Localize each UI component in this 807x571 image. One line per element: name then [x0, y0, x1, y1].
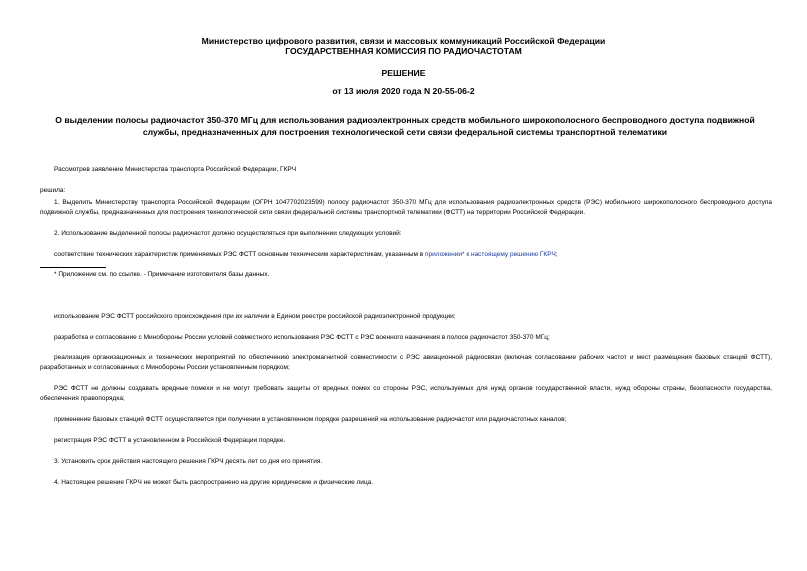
condition-registry-paragraph: использование РЭС ФСТТ российского происхождения при их наличии в Едином реестре российской радиоэлектронной продукции;	[54, 313, 456, 320]
condition-permits-paragraph: применение базовых станций ФСТТ осуществляется при получении в установленном порядке разрешений на использование радиочастот или радиочастотных каналов;	[54, 416, 567, 423]
considering-paragraph: Рассмотрев заявление Министерства транспорта Российской Федерации, ГКРЧ	[54, 166, 297, 173]
condition-mod-agreement-paragraph: разработка и согласование с Минобороны России условий совместного использования РЭС ФСТТ с РЭС военного назначения в полосе радиочастот 350-370 МГц;	[54, 334, 550, 341]
appendix-link[interactable]: приложении* к настоящему решению ГКРЧ	[425, 251, 556, 258]
commission-name: ГОСУДАРСТВЕННАЯ КОМИССИЯ ПО РАДИОЧАСТОТАМ	[285, 46, 522, 56]
item-4-paragraph: 4. Настоящее решение ГКРЧ не может быть распространено на другие юридические и физические лица.	[54, 479, 374, 486]
condition-technical-suffix: ;	[555, 251, 558, 258]
item-1-paragraph: 1. Выделить Министерству транспорта Российской Федерации (ОГРН 1047702023599) полосу радиочастот 350-370 МГц для использования радиоэлектронных средств (РЭС) мобильного широкополосного беспроводного доступа подвижной службы, предназначенных для построения технологической сети связи федеральной системы транспортной телематики (ФСТТ) на территории Российской Федерации.	[40, 199, 772, 216]
footnote-divider	[40, 267, 106, 268]
condition-interference-paragraph: РЭС ФСТТ не должны создавать вредные помехи и не могут требовать защиты от вредных помех со стороны РЭС, используемых для нужд органов государственной власти, нужд обороны страны, безопасности государства, обеспечения правопорядка;	[40, 385, 772, 402]
document-type: РЕШЕНИЕ	[381, 68, 426, 78]
decided-label: решила:	[40, 187, 66, 194]
footnote-text: * Приложение см. по ссылке. - Примечание изготовителя базы данных.	[54, 271, 270, 278]
condition-emc-paragraph: реализация организационных и технических мероприятий по обеспечению электромагнитной совместимости с РЭС авиационной радиосвязи (включая согласование рабочих частот и мест размещения базовых станций ФСТТ), разработанных и согласованных с Минобороны России установленным порядком;	[40, 354, 772, 371]
item-2-paragraph: 2. Использование выделенной полосы радиочастот должно осуществляться при выполнении следующих условий:	[54, 230, 402, 237]
condition-technical-text: соответствие технических характеристик применяемых РЭС ФСТТ основным техническим характеристикам, указанным в	[54, 251, 425, 258]
document-date-number: от 13 июля 2020 года N 20-55-06-2	[332, 86, 475, 96]
ministry-name: Министерство цифрового развития, связи и массовых коммуникаций Российской Федерации	[201, 36, 606, 46]
condition-registration-paragraph: регистрация РЭС ФСТТ в установленном в Российской Федерации порядке.	[54, 437, 286, 444]
item-3-paragraph: 3. Установить срок действия настоящего решения ГКРЧ десять лет со дня его принятия.	[54, 458, 323, 465]
document-title: О выделении полосы радиочастот 350-370 МГц для использования радиоэлектронных средств мобильного широкополосного беспроводного доступа подвижной службы, предназначенных для построения технологической сети связи федеральной системы транспортной телематики	[55, 115, 755, 137]
condition-technical-paragraph	[54, 250, 558, 260]
